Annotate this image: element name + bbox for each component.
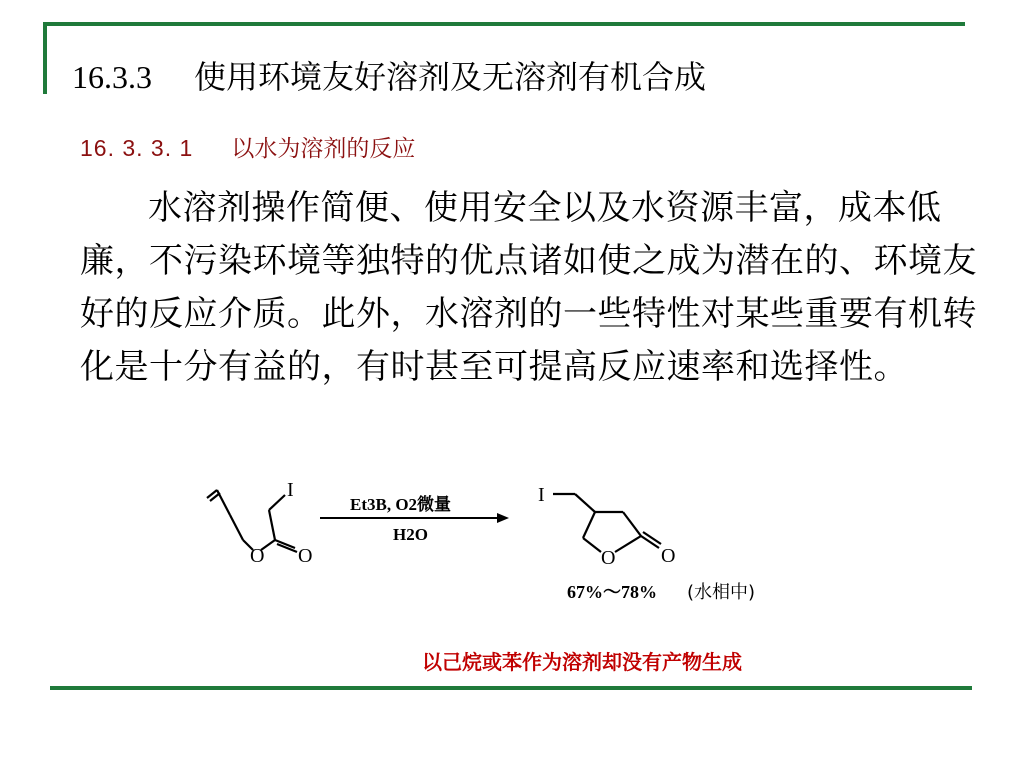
reaction-arrow	[320, 513, 509, 523]
product-iodine: I	[538, 484, 545, 506]
reactant-iodine: I	[287, 479, 294, 501]
product-ring-oxygen: O	[601, 547, 616, 569]
title-number: 16.3.3	[72, 59, 152, 95]
top-frame-line	[43, 22, 965, 26]
reactant-structure	[207, 490, 297, 552]
reactant-carbonyl-oxygen: O	[298, 545, 313, 567]
red-note: 以己烷或苯作为溶剂却没有产物生成	[422, 650, 742, 674]
product-structure	[553, 494, 661, 552]
title-text: 使用环境友好溶剂及无溶剂有机合成	[194, 58, 707, 96]
bottom-frame-line	[50, 686, 972, 690]
left-frame-line	[43, 22, 47, 94]
product-yield: 67%～78%	[567, 582, 657, 602]
product-carbonyl-oxygen: O	[661, 545, 676, 567]
section-subtitle	[80, 130, 415, 163]
slide-title	[72, 57, 706, 97]
reaction-scheme	[195, 470, 815, 615]
yield-condition: (水相中)	[687, 582, 756, 603]
reactant-ring-oxygen: O	[250, 545, 265, 567]
subtitle-text: 以水为溶剂的反应	[231, 136, 416, 162]
body-paragraph-block	[80, 182, 980, 394]
reagent-above: Et3B, O2微量	[350, 495, 452, 514]
body-paragraph: 水溶剂操作简便、使用安全以及水资源丰富，成本低廉，不污染环境等独特的优点诸如使之成为潜在的、环境友好的反应介质。此外，水溶剂的一些特性对某些重要有机转化是十分有益的，有时甚至可提高反应速率和选择性。	[80, 188, 977, 387]
subtitle-number: 16. 3. 3. 1	[80, 135, 194, 161]
reagent-below: H2O	[393, 525, 428, 544]
